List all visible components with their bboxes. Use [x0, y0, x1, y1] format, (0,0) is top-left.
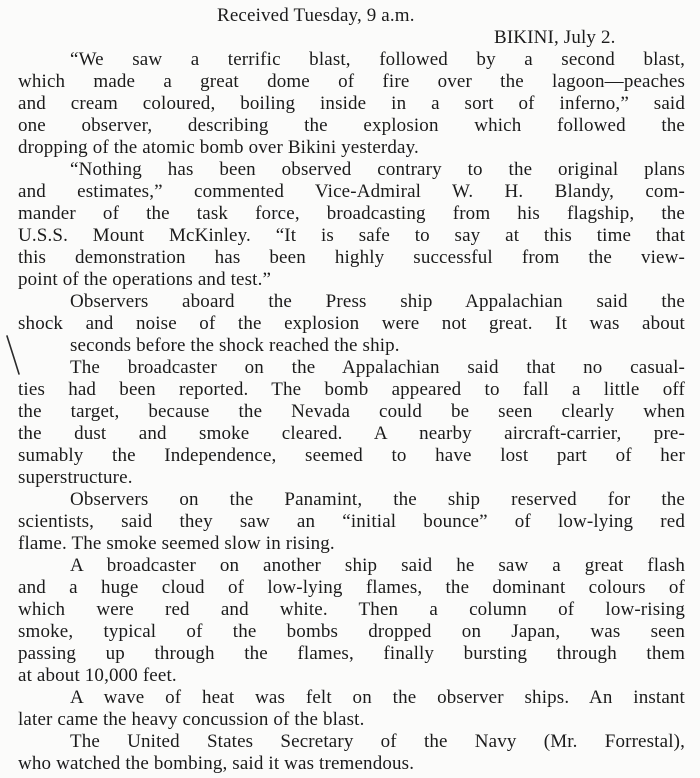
text-line: scientists, said they saw an “initial bounce” of low-lying red: [18, 511, 685, 532]
text-line: flame. The smoke seemed slow in rising.: [18, 533, 335, 554]
text-line: ties had been reported. The bomb appeared to fall a little off: [18, 379, 685, 400]
text-line: smoke, typical of the bombs dropped on Japan, was seen: [18, 621, 685, 642]
text-line: mander of the task force, broadcasting from his flagship, the: [18, 203, 685, 224]
text-line: and a huge cloud of low-lying flames, the dominant colours of: [18, 577, 685, 598]
text-line: U.S.S. Mount McKinley. “It is safe to say at this time that: [18, 225, 685, 246]
text-line: at about 10,000 feet.: [18, 665, 177, 686]
text-line: dropping of the atomic bomb over Bikini yesterday.: [18, 137, 419, 158]
text-line: who watched the bombing, said it was tremendous.: [18, 753, 415, 774]
text-line: later came the heavy concussion of the blast.: [18, 709, 365, 730]
text-line: the dust and smoke cleared. A nearby aircraft-carrier, pre-: [18, 423, 685, 444]
text-line: “We saw a terrific blast, followed by a second blast,: [70, 49, 685, 70]
text-line: and estimates,” commented Vice-Admiral W. H. Blandy, com-: [18, 181, 685, 202]
text-line: this demonstration has been highly successful from the view-: [18, 247, 685, 268]
text-line: The United States Secretary of the Navy (Mr. Forrestal),: [70, 731, 685, 752]
text-line: point of the operations and test.”: [18, 269, 272, 290]
margin-mark: [5, 334, 23, 378]
text-line: Observers on the Panamint, the ship reserved for the: [70, 489, 685, 510]
text-line: the target, because the Nevada could be seen clearly when: [18, 401, 685, 422]
text-line: which made a great dome of fire over the lagoon—peaches: [18, 71, 685, 92]
dateline: BIKINI, July 2.: [494, 27, 616, 48]
text-line: Observers aboard the Press ship Appalachian said the: [70, 291, 685, 312]
text-line: sumably the Independence, seemed to have lost part of her: [18, 445, 685, 466]
text-line: which were red and white. Then a column of low-rising: [18, 599, 685, 620]
received-note: Received Tuesday, 9 a.m.: [217, 5, 415, 26]
text-line: “Nothing has been observed contrary to the original plans: [70, 159, 685, 180]
text-line: seconds before the shock reached the ship.: [70, 335, 400, 356]
text-line: A wave of heat was felt on the observer ships. An instant: [70, 687, 685, 708]
text-line: The broadcaster on the Appalachian said that no casual-: [70, 357, 685, 378]
text-line: one observer, describing the explosion which followed the: [18, 115, 685, 136]
text-line: superstructure.: [18, 467, 133, 488]
text-line: and cream coloured, boiling inside in a sort of inferno,” said: [18, 93, 685, 114]
text-line: passing up through the flames, finally bursting through them: [18, 643, 685, 664]
text-line: A broadcaster on another ship said he saw a great flash: [70, 555, 685, 576]
text-line: shock and noise of the explosion were not great. It was about: [18, 313, 685, 334]
